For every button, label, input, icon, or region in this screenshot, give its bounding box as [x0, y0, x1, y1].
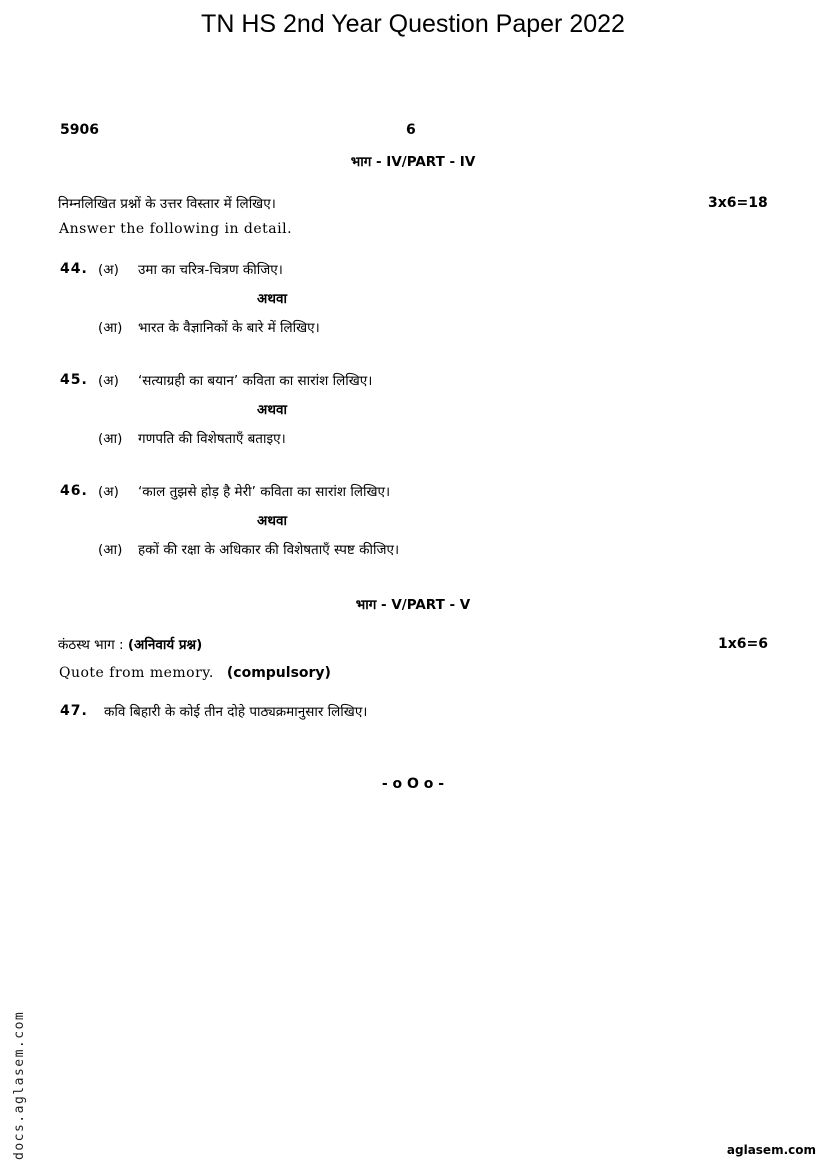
part4-instruction-en: Answer the following in detail. — [59, 221, 293, 237]
part5-instruction-hi — [58, 635, 202, 653]
or-separator: अथवा — [257, 291, 287, 307]
or-separator: अथवा — [257, 402, 287, 418]
or-separator: अथवा — [257, 513, 287, 529]
part4-heading: भाग - IV/PART - IV — [350, 154, 476, 170]
footer-brand: aglasem.com — [726, 1143, 816, 1157]
page-number: 6 — [406, 122, 416, 138]
part5-instruction-label: कंठस्थ भाग : — [58, 637, 124, 653]
question-number: 46. — [60, 483, 88, 499]
option-label: (आ) — [98, 320, 123, 336]
part5-compulsory-en: (compulsory) — [226, 665, 331, 681]
question-number: 47. — [60, 703, 88, 719]
question-text: ‘काल तुझसे होड़ है मेरी’ कविता का सारांश लिखिए। — [138, 484, 391, 500]
question-text: गणपति की विशेषताएँ बताइए। — [138, 431, 286, 447]
part5-compulsory-hi: (अनिवार्य प्रश्न) — [127, 637, 203, 653]
watermark: docs.aglasem.com — [12, 1010, 27, 1160]
paper-code: 5906 — [60, 122, 99, 138]
part5-instruction-en — [59, 662, 331, 681]
option-label: (आ) — [98, 542, 123, 558]
question-number: 45. — [60, 372, 88, 388]
option-label: (अ) — [98, 373, 119, 389]
question-text: हकों की रक्षा के अधिकार की विशेषताएँ स्पष्ट कीजिए। — [138, 542, 400, 558]
question-text: ‘सत्याग्रही का बयान’ कविता का सारांश लिखिए। — [138, 373, 373, 389]
question-text: उमा का चरित्र-चित्रण कीजिए। — [138, 262, 283, 278]
option-label: (अ) — [98, 484, 119, 500]
part5-marks: 1x6=6 — [718, 636, 768, 652]
part4-instruction-hi: निम्नलिखित प्रश्नों के उत्तर विस्तार में लिखिए। — [58, 196, 276, 212]
part5-heading: भाग - V/PART - V — [355, 597, 471, 613]
page-title: TN HS 2nd Year Question Paper 2022 — [201, 10, 625, 38]
part4-marks: 3x6=18 — [708, 195, 768, 211]
option-label: (अ) — [98, 262, 119, 278]
option-label: (आ) — [98, 431, 123, 447]
question-number: 44. — [60, 261, 88, 277]
question-text: भारत के वैज्ञानिकों के बारे में लिखिए। — [138, 320, 320, 336]
part5-instruction-text: Quote from memory. — [59, 665, 214, 681]
end-mark: - o O o - — [381, 776, 445, 792]
question-text: कवि बिहारी के कोई तीन दोहे पाठ्यक्रमानुसार लिखिए। — [104, 704, 368, 720]
